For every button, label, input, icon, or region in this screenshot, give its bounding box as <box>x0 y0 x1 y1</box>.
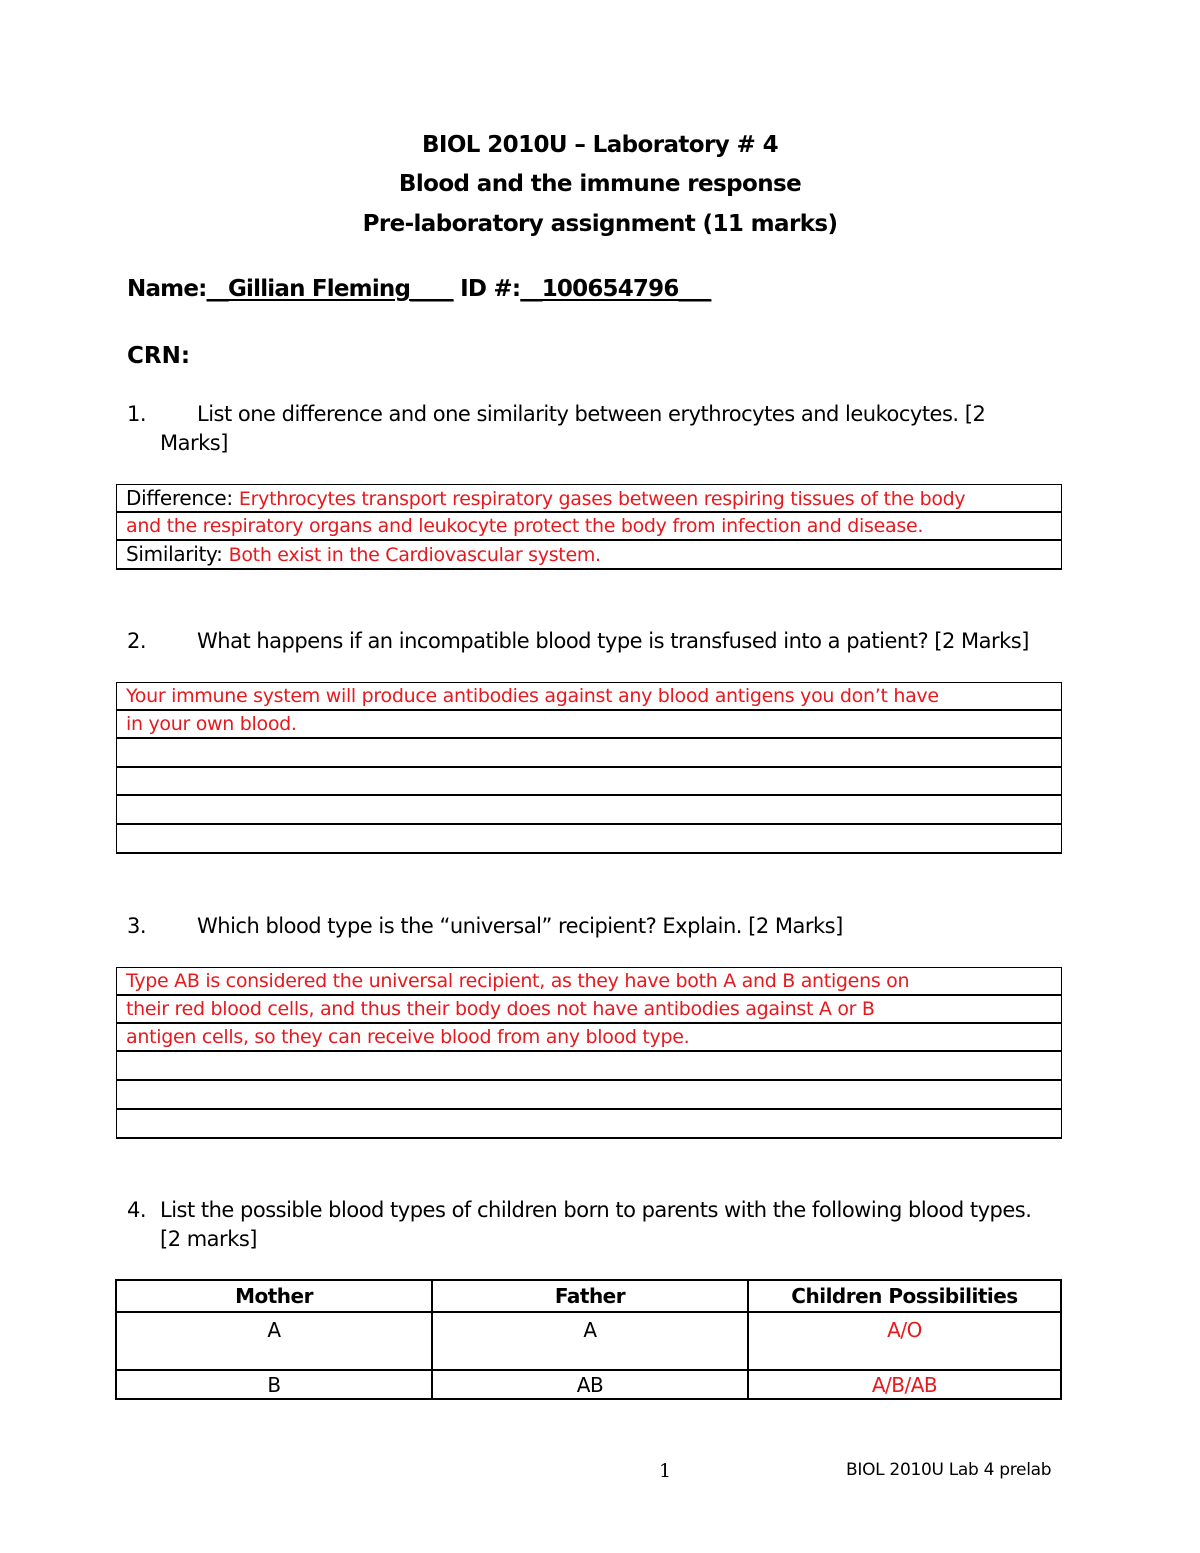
cell-children: A/O <box>748 1312 1061 1370</box>
answer-line <box>117 825 1061 854</box>
column-header-mother: Mother <box>116 1280 432 1312</box>
table-header-row <box>116 1280 1061 1312</box>
footer-label: BIOL 2010U Lab 4 prelab <box>846 1460 1052 1480</box>
answer-text: Erythrocytes transport respiratory gases between respiring tissues of the body <box>238 488 966 510</box>
id-value: __100654796___ <box>520 276 711 302</box>
id-label: ID #: <box>460 276 521 302</box>
table-row <box>116 1370 1061 1399</box>
answer-line <box>117 1081 1061 1110</box>
cell-father: A <box>432 1312 748 1370</box>
question-text: What happens if an incompatible blood type is transfused into a patient? [2 Marks] <box>197 629 1029 653</box>
student-info-line <box>127 276 711 302</box>
question-text-continued: Marks] <box>160 431 228 455</box>
question-number: 4. <box>127 1198 147 1222</box>
answer-box-3 <box>116 967 1062 1139</box>
answer-line <box>117 1052 1061 1081</box>
answer-line <box>117 1110 1061 1139</box>
crn-label: CRN: <box>127 343 191 369</box>
page-number: 1 <box>659 1460 672 1482</box>
table-row <box>116 1312 1061 1370</box>
question-number: 3. <box>127 914 147 938</box>
question-text-continued: [2 marks] <box>160 1227 257 1251</box>
question-text: List one difference and one similarity between erythrocytes and leukocytes. [2 <box>197 402 986 426</box>
cell-mother: B <box>116 1370 432 1399</box>
question-number: 2. <box>127 629 147 653</box>
cell-children: A/B/AB <box>748 1370 1061 1399</box>
question-number: 1. <box>127 402 147 426</box>
doc-title: BIOL 2010U – Laboratory # 4 <box>421 132 779 158</box>
column-header-father: Father <box>432 1280 748 1312</box>
cell-mother: A <box>116 1312 432 1370</box>
answer-line: their red blood cells, and thus their body does not have antibodies against A or B <box>117 996 1061 1024</box>
answer-box-1 <box>116 484 1062 570</box>
name-value: __Gillian Fleming____ <box>206 276 453 302</box>
answer-line: antigen cells, so they can receive blood from any blood type. <box>117 1024 1061 1052</box>
answer-line <box>117 739 1061 768</box>
answer-line: Type AB is considered the universal recipient, as they have both A and B antigens on <box>117 967 1061 996</box>
doc-assignment-title: Pre-laboratory assignment (11 marks) <box>362 211 838 237</box>
answer-line <box>117 768 1061 796</box>
answer-label: Similarity: <box>126 542 229 566</box>
answer-line <box>117 484 1061 513</box>
cell-father: AB <box>432 1370 748 1399</box>
answer-box-2 <box>116 682 1062 854</box>
question-text: List the possible blood types of children born to parents with the following blood types. <box>160 1198 1032 1222</box>
answer-line <box>117 541 1061 570</box>
column-header-children: Children Possibilities <box>748 1280 1061 1312</box>
answer-line <box>117 513 1061 541</box>
name-label: Name: <box>127 276 207 302</box>
answer-line: Your immune system will produce antibodies against any blood antigens you don’t have <box>117 682 1061 711</box>
doc-subtitle: Blood and the immune response <box>398 171 802 197</box>
answer-text: Both exist in the Cardiovascular system. <box>228 544 601 566</box>
answer-text: and the respiratory organs and leukocyte protect the body from infection and disease. <box>126 515 924 537</box>
question-text: Which blood type is the “universal” recipient? Explain. [2 Marks] <box>197 914 843 938</box>
answer-label: Difference: <box>126 486 239 510</box>
blood-type-table <box>115 1279 1062 1400</box>
answer-line: in your own blood. <box>117 711 1061 739</box>
answer-line <box>117 796 1061 825</box>
